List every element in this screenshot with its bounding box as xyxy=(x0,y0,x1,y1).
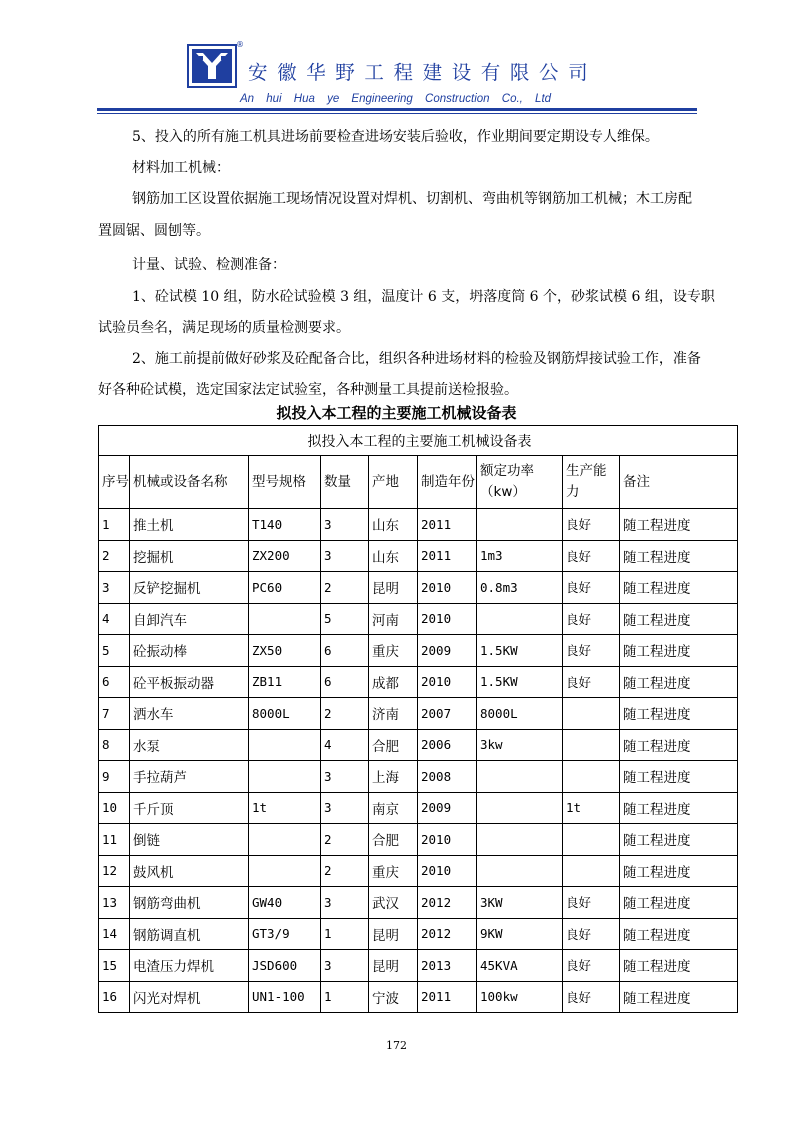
table-cell: 3 xyxy=(321,509,369,541)
table-cell: 13 xyxy=(99,887,130,919)
table-cell: 电渣压力焊机 xyxy=(130,950,249,982)
table-cell: 2009 xyxy=(418,792,477,824)
table-cell: 重庆 xyxy=(369,635,418,667)
paragraph-test-molds-line-2: 试验员叁名，满足现场的质量检测要求。 xyxy=(98,320,350,336)
table-cell: 2010 xyxy=(418,572,477,604)
header-cell: 生产能力 xyxy=(563,456,620,509)
table-cell: 良好 xyxy=(563,950,620,982)
table-cell: 0.8m3 xyxy=(477,572,563,604)
table-cell: 2007 xyxy=(418,698,477,730)
table-cell: 2 xyxy=(321,855,369,887)
table-row xyxy=(99,603,738,635)
table-cell: 钢筋弯曲机 xyxy=(130,887,249,919)
paragraph-rebar-line-2: 置圆锯、圆刨等。 xyxy=(98,223,210,239)
table-cell: 45KVA xyxy=(477,950,563,982)
header-rule-thin xyxy=(97,113,697,114)
table-cell: 3 xyxy=(321,761,369,793)
table-cell: 随工程进度 xyxy=(620,918,738,950)
table-row xyxy=(99,918,738,950)
table-cell xyxy=(249,603,321,635)
table-cell: 3kw xyxy=(477,729,563,761)
table-cell: 随工程进度 xyxy=(620,824,738,856)
table-cell: 2 xyxy=(321,698,369,730)
table-cell: 12 xyxy=(99,855,130,887)
header-cell: 型号规格 xyxy=(249,456,321,509)
page-number: 172 xyxy=(386,1039,407,1052)
table-cell: 2 xyxy=(321,824,369,856)
table-caption: 拟投入本工程的主要施工机械设备表 xyxy=(99,426,738,456)
table-cell: 8000L xyxy=(249,698,321,730)
table-row xyxy=(99,855,738,887)
table-cell: 砼平板振动器 xyxy=(130,666,249,698)
table-cell: 随工程进度 xyxy=(620,572,738,604)
header-cell: 序号 xyxy=(99,456,130,509)
table-cell xyxy=(563,698,620,730)
table-cell: 3 xyxy=(321,950,369,982)
table-cell: 3 xyxy=(321,540,369,572)
table-cell: 洒水车 xyxy=(130,698,249,730)
registered-mark: ® xyxy=(236,40,244,49)
table-cell: 山东 xyxy=(369,509,418,541)
table-cell: 重庆 xyxy=(369,855,418,887)
table-cell: 上海 xyxy=(369,761,418,793)
table-cell: PC60 xyxy=(249,572,321,604)
table-cell: ZX50 xyxy=(249,635,321,667)
paragraph-rebar-line-1: 钢筋加工区设置依据施工现场情况设置对焊机、切割机、弯曲机等钢筋加工机械；木工房配 xyxy=(132,191,692,207)
table-cell: 6 xyxy=(99,666,130,698)
table-cell: 5 xyxy=(321,603,369,635)
table-cell: 14 xyxy=(99,918,130,950)
table-cell: 2010 xyxy=(418,855,477,887)
equipment-table xyxy=(98,425,738,1013)
table-cell: 手拉葫芦 xyxy=(130,761,249,793)
table-header-row xyxy=(99,456,738,509)
table-cell: GW40 xyxy=(249,887,321,919)
table-caption-row xyxy=(99,426,738,456)
table-cell: 1 xyxy=(321,918,369,950)
table-cell: 倒链 xyxy=(130,824,249,856)
table-cell: 良好 xyxy=(563,572,620,604)
company-logo-icon xyxy=(187,44,237,88)
table-cell xyxy=(249,824,321,856)
table-cell: 良好 xyxy=(563,635,620,667)
table-cell: 3KW xyxy=(477,887,563,919)
table-cell: 自卸汽车 xyxy=(130,603,249,635)
table-cell: 11 xyxy=(99,824,130,856)
table-cell: 随工程进度 xyxy=(620,729,738,761)
paragraph-mix-ratio-line-1: 2、施工前提前做好砂浆及砼配备合比，组织各种进场材料的检验及钢筋焊接试验工作，准备 xyxy=(132,351,701,367)
table-cell: 昆明 xyxy=(369,950,418,982)
table-row xyxy=(99,792,738,824)
table-cell: 昆明 xyxy=(369,918,418,950)
table-cell: JSD600 xyxy=(249,950,321,982)
table-cell: 9 xyxy=(99,761,130,793)
table-cell: 4 xyxy=(321,729,369,761)
table-cell xyxy=(477,509,563,541)
paragraph-test-molds-line-1: 1、砼试模 10 组，防水砼试验模 3 组，温度计 6 支，坍落度筒 6 个，砂浆试模 6 组，设专职 xyxy=(132,289,715,305)
table-cell: 随工程进度 xyxy=(620,950,738,982)
table-cell: 水泵 xyxy=(130,729,249,761)
table-cell: 合肥 xyxy=(369,824,418,856)
table-row xyxy=(99,887,738,919)
paragraph-maintenance: 5、投入的所有施工机具进场前要检查进场安装后验收，作业期间要定期设专人维保。 xyxy=(132,129,659,145)
table-cell: 2012 xyxy=(418,887,477,919)
header-cell: 数量 xyxy=(321,456,369,509)
table-cell: 推土机 xyxy=(130,509,249,541)
header-rule-thick xyxy=(97,108,697,111)
table-cell: 良好 xyxy=(563,918,620,950)
table-cell: 2012 xyxy=(418,918,477,950)
table-row xyxy=(99,761,738,793)
table-row xyxy=(99,950,738,982)
table-cell: 100kw xyxy=(477,981,563,1013)
table-cell: 随工程进度 xyxy=(620,666,738,698)
table-cell: 1 xyxy=(321,981,369,1013)
table-cell: ZX200 xyxy=(249,540,321,572)
table-cell: 4 xyxy=(99,603,130,635)
table-cell: 2011 xyxy=(418,981,477,1013)
paragraph-heading-materials: 材料加工机械： xyxy=(132,160,230,176)
table-cell: 7 xyxy=(99,698,130,730)
table-cell: 挖掘机 xyxy=(130,540,249,572)
table-cell xyxy=(249,855,321,887)
table-cell: 合肥 xyxy=(369,729,418,761)
table-cell xyxy=(563,824,620,856)
table-cell: 2011 xyxy=(418,540,477,572)
table-cell: 2010 xyxy=(418,666,477,698)
table-cell: 济南 xyxy=(369,698,418,730)
table-cell: 良好 xyxy=(563,666,620,698)
table-cell xyxy=(477,792,563,824)
table-row xyxy=(99,635,738,667)
table-cell: 16 xyxy=(99,981,130,1013)
table-cell: 2008 xyxy=(418,761,477,793)
page-header xyxy=(0,0,793,125)
table-cell xyxy=(249,761,321,793)
table-cell xyxy=(477,855,563,887)
table-cell: 1m3 xyxy=(477,540,563,572)
table-title: 拟投入本工程的主要施工机械设备表 xyxy=(276,404,517,422)
table-cell: 河南 xyxy=(369,603,418,635)
table-cell: 6 xyxy=(321,666,369,698)
table-cell: GT3/9 xyxy=(249,918,321,950)
table-cell: 1t xyxy=(563,792,620,824)
header-cell: 额定功率（kw） xyxy=(477,456,563,509)
table-cell: 鼓风机 xyxy=(130,855,249,887)
company-name-cn: 安徽华野工程建设有限公司 xyxy=(248,61,598,84)
table-cell: 反铲挖掘机 xyxy=(130,572,249,604)
table-cell: 随工程进度 xyxy=(620,540,738,572)
table-cell: 随工程进度 xyxy=(620,603,738,635)
table-cell: 砼振动棒 xyxy=(130,635,249,667)
table-cell: 2006 xyxy=(418,729,477,761)
table-cell: 2010 xyxy=(418,603,477,635)
table-cell: 3 xyxy=(321,792,369,824)
table-cell: 良好 xyxy=(563,603,620,635)
table-cell: 2011 xyxy=(418,509,477,541)
table-cell: 宁波 xyxy=(369,981,418,1013)
table-cell: 随工程进度 xyxy=(620,509,738,541)
header-cell: 机械或设备名称 xyxy=(130,456,249,509)
table-cell: 随工程进度 xyxy=(620,761,738,793)
table-cell: 2 xyxy=(321,572,369,604)
table-cell xyxy=(563,855,620,887)
table-cell: 随工程进度 xyxy=(620,855,738,887)
table-cell xyxy=(563,761,620,793)
table-cell xyxy=(477,824,563,856)
company-name-en: An hui Hua ye Engineering Construction Co., Ltd xyxy=(240,93,552,105)
table-cell: UN1-100 xyxy=(249,981,321,1013)
table-cell xyxy=(249,729,321,761)
paragraph-mix-ratio-line-2: 好各种砼试模，选定国家法定试验室，各种测量工具提前送检报验。 xyxy=(98,382,518,398)
table-cell: 南京 xyxy=(369,792,418,824)
table-cell: 1.5KW xyxy=(477,635,563,667)
table-cell: 2013 xyxy=(418,950,477,982)
table-row xyxy=(99,729,738,761)
table-cell xyxy=(477,603,563,635)
table-cell: 昆明 xyxy=(369,572,418,604)
table-cell: 闪光对焊机 xyxy=(130,981,249,1013)
table-cell: 3 xyxy=(99,572,130,604)
table-cell: 随工程进度 xyxy=(620,792,738,824)
table-cell: 3 xyxy=(321,887,369,919)
table-cell: 良好 xyxy=(563,887,620,919)
table-cell: 成都 xyxy=(369,666,418,698)
table-cell: 1.5KW xyxy=(477,666,563,698)
paragraph-heading-testing: 计量、试验、检测准备： xyxy=(132,257,286,273)
table-cell: 随工程进度 xyxy=(620,698,738,730)
table-cell: 武汉 xyxy=(369,887,418,919)
table-cell: 良好 xyxy=(563,981,620,1013)
table-cell: 随工程进度 xyxy=(620,635,738,667)
table-row xyxy=(99,698,738,730)
header-cell: 制造年份 xyxy=(418,456,477,509)
table-row xyxy=(99,572,738,604)
table-row xyxy=(99,824,738,856)
table-cell: 5 xyxy=(99,635,130,667)
table-row xyxy=(99,666,738,698)
table-row xyxy=(99,509,738,541)
table-cell: 15 xyxy=(99,950,130,982)
table-cell: 10 xyxy=(99,792,130,824)
table-cell: 千斤顶 xyxy=(130,792,249,824)
table-cell xyxy=(477,761,563,793)
table-cell: 1 xyxy=(99,509,130,541)
table-cell: 2 xyxy=(99,540,130,572)
table-cell: 随工程进度 xyxy=(620,981,738,1013)
table-row xyxy=(99,981,738,1013)
table-cell: T140 xyxy=(249,509,321,541)
header-cell: 备注 xyxy=(620,456,738,509)
table-cell: 2009 xyxy=(418,635,477,667)
table-cell: 2010 xyxy=(418,824,477,856)
table-cell: 良好 xyxy=(563,509,620,541)
table-cell: 8000L xyxy=(477,698,563,730)
table-cell: 9KW xyxy=(477,918,563,950)
table-cell: 6 xyxy=(321,635,369,667)
header-cell: 产地 xyxy=(369,456,418,509)
table-cell xyxy=(563,729,620,761)
table-cell: 1t xyxy=(249,792,321,824)
table-cell: 钢筋调直机 xyxy=(130,918,249,950)
table-cell: 随工程进度 xyxy=(620,887,738,919)
table-cell: 8 xyxy=(99,729,130,761)
table-row xyxy=(99,540,738,572)
table-cell: 良好 xyxy=(563,540,620,572)
table-cell: ZB11 xyxy=(249,666,321,698)
table-cell: 山东 xyxy=(369,540,418,572)
